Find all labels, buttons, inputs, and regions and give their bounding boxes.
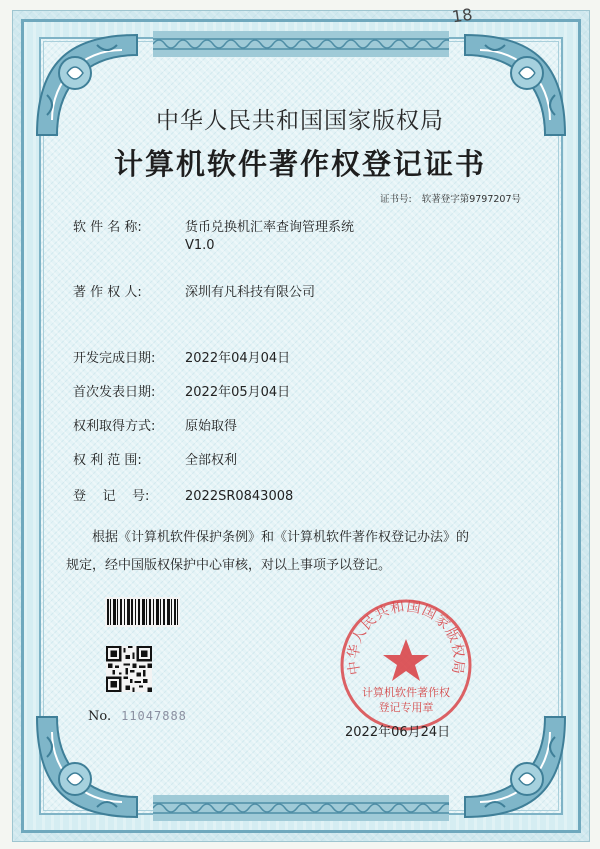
field-value-version: V1.0	[185, 238, 215, 253]
field-copyright-owner	[73, 281, 315, 300]
statement-line: 规定，经中国版权保护中心审核，对以上事项予以登记。	[66, 558, 392, 573]
issue-date: 2022年06月24日	[345, 725, 451, 740]
field-label: 权 利 范 围:	[73, 453, 142, 468]
field-label: 著 作 权 人:	[73, 285, 142, 300]
field-development-date	[73, 347, 290, 366]
field-value: 2022年04月04日	[185, 351, 291, 366]
field-value: 2022年05月04日	[185, 385, 291, 400]
serial-number	[88, 709, 187, 724]
certificate-number-label: 证书号:	[380, 194, 412, 205]
field-value: 货币兑换机汇率查询管理系统	[185, 220, 355, 235]
field-label: 软 件 名 称:	[73, 220, 142, 235]
certificate-number-value: 软著登字第9797207号	[421, 194, 522, 205]
field-label: 权利取得方式:	[73, 419, 156, 434]
handwritten-mark: 18	[450, 4, 474, 27]
serial-value: 11047888	[121, 709, 187, 723]
top-ornament-band	[153, 31, 449, 57]
field-label: 开发完成日期:	[73, 351, 156, 366]
seal-text-line2: 登记专用章	[378, 701, 434, 714]
field-rights-scope	[73, 449, 237, 468]
certificate-number	[380, 191, 521, 205]
field-value: 2022SR0843008	[185, 489, 294, 504]
field-label: 首次发表日期:	[73, 385, 156, 400]
field-registration-number	[73, 485, 293, 504]
field-label: 登 记 号:	[73, 489, 150, 504]
field-publication-date	[73, 381, 290, 400]
field-value: 原始取得	[185, 419, 238, 434]
bottom-ornament-band	[153, 795, 449, 821]
field-value: 深圳有凡科技有限公司	[185, 285, 316, 300]
barcode-icon	[105, 597, 180, 627]
certificate-title: 计算机软件著作权登记证书	[113, 147, 486, 181]
field-acquisition-method	[73, 415, 237, 434]
corner-ornament-icon	[27, 707, 147, 827]
issuing-authority: 中华人民共和国国家版权局	[156, 108, 444, 134]
field-software-name	[73, 216, 354, 253]
field-value: 全部权利	[185, 453, 238, 468]
serial-label: No.	[88, 709, 112, 724]
seal-text-line1: 计算机软件著作权	[362, 686, 450, 699]
statement-line: 根据《计算机软件保护条例》和《计算机软件著作权登记办法》的	[92, 530, 470, 545]
qr-code-icon	[106, 646, 152, 692]
statement-paragraph	[66, 524, 536, 580]
seal-ring-text: 中华人民共和国国家版权局	[345, 598, 467, 676]
